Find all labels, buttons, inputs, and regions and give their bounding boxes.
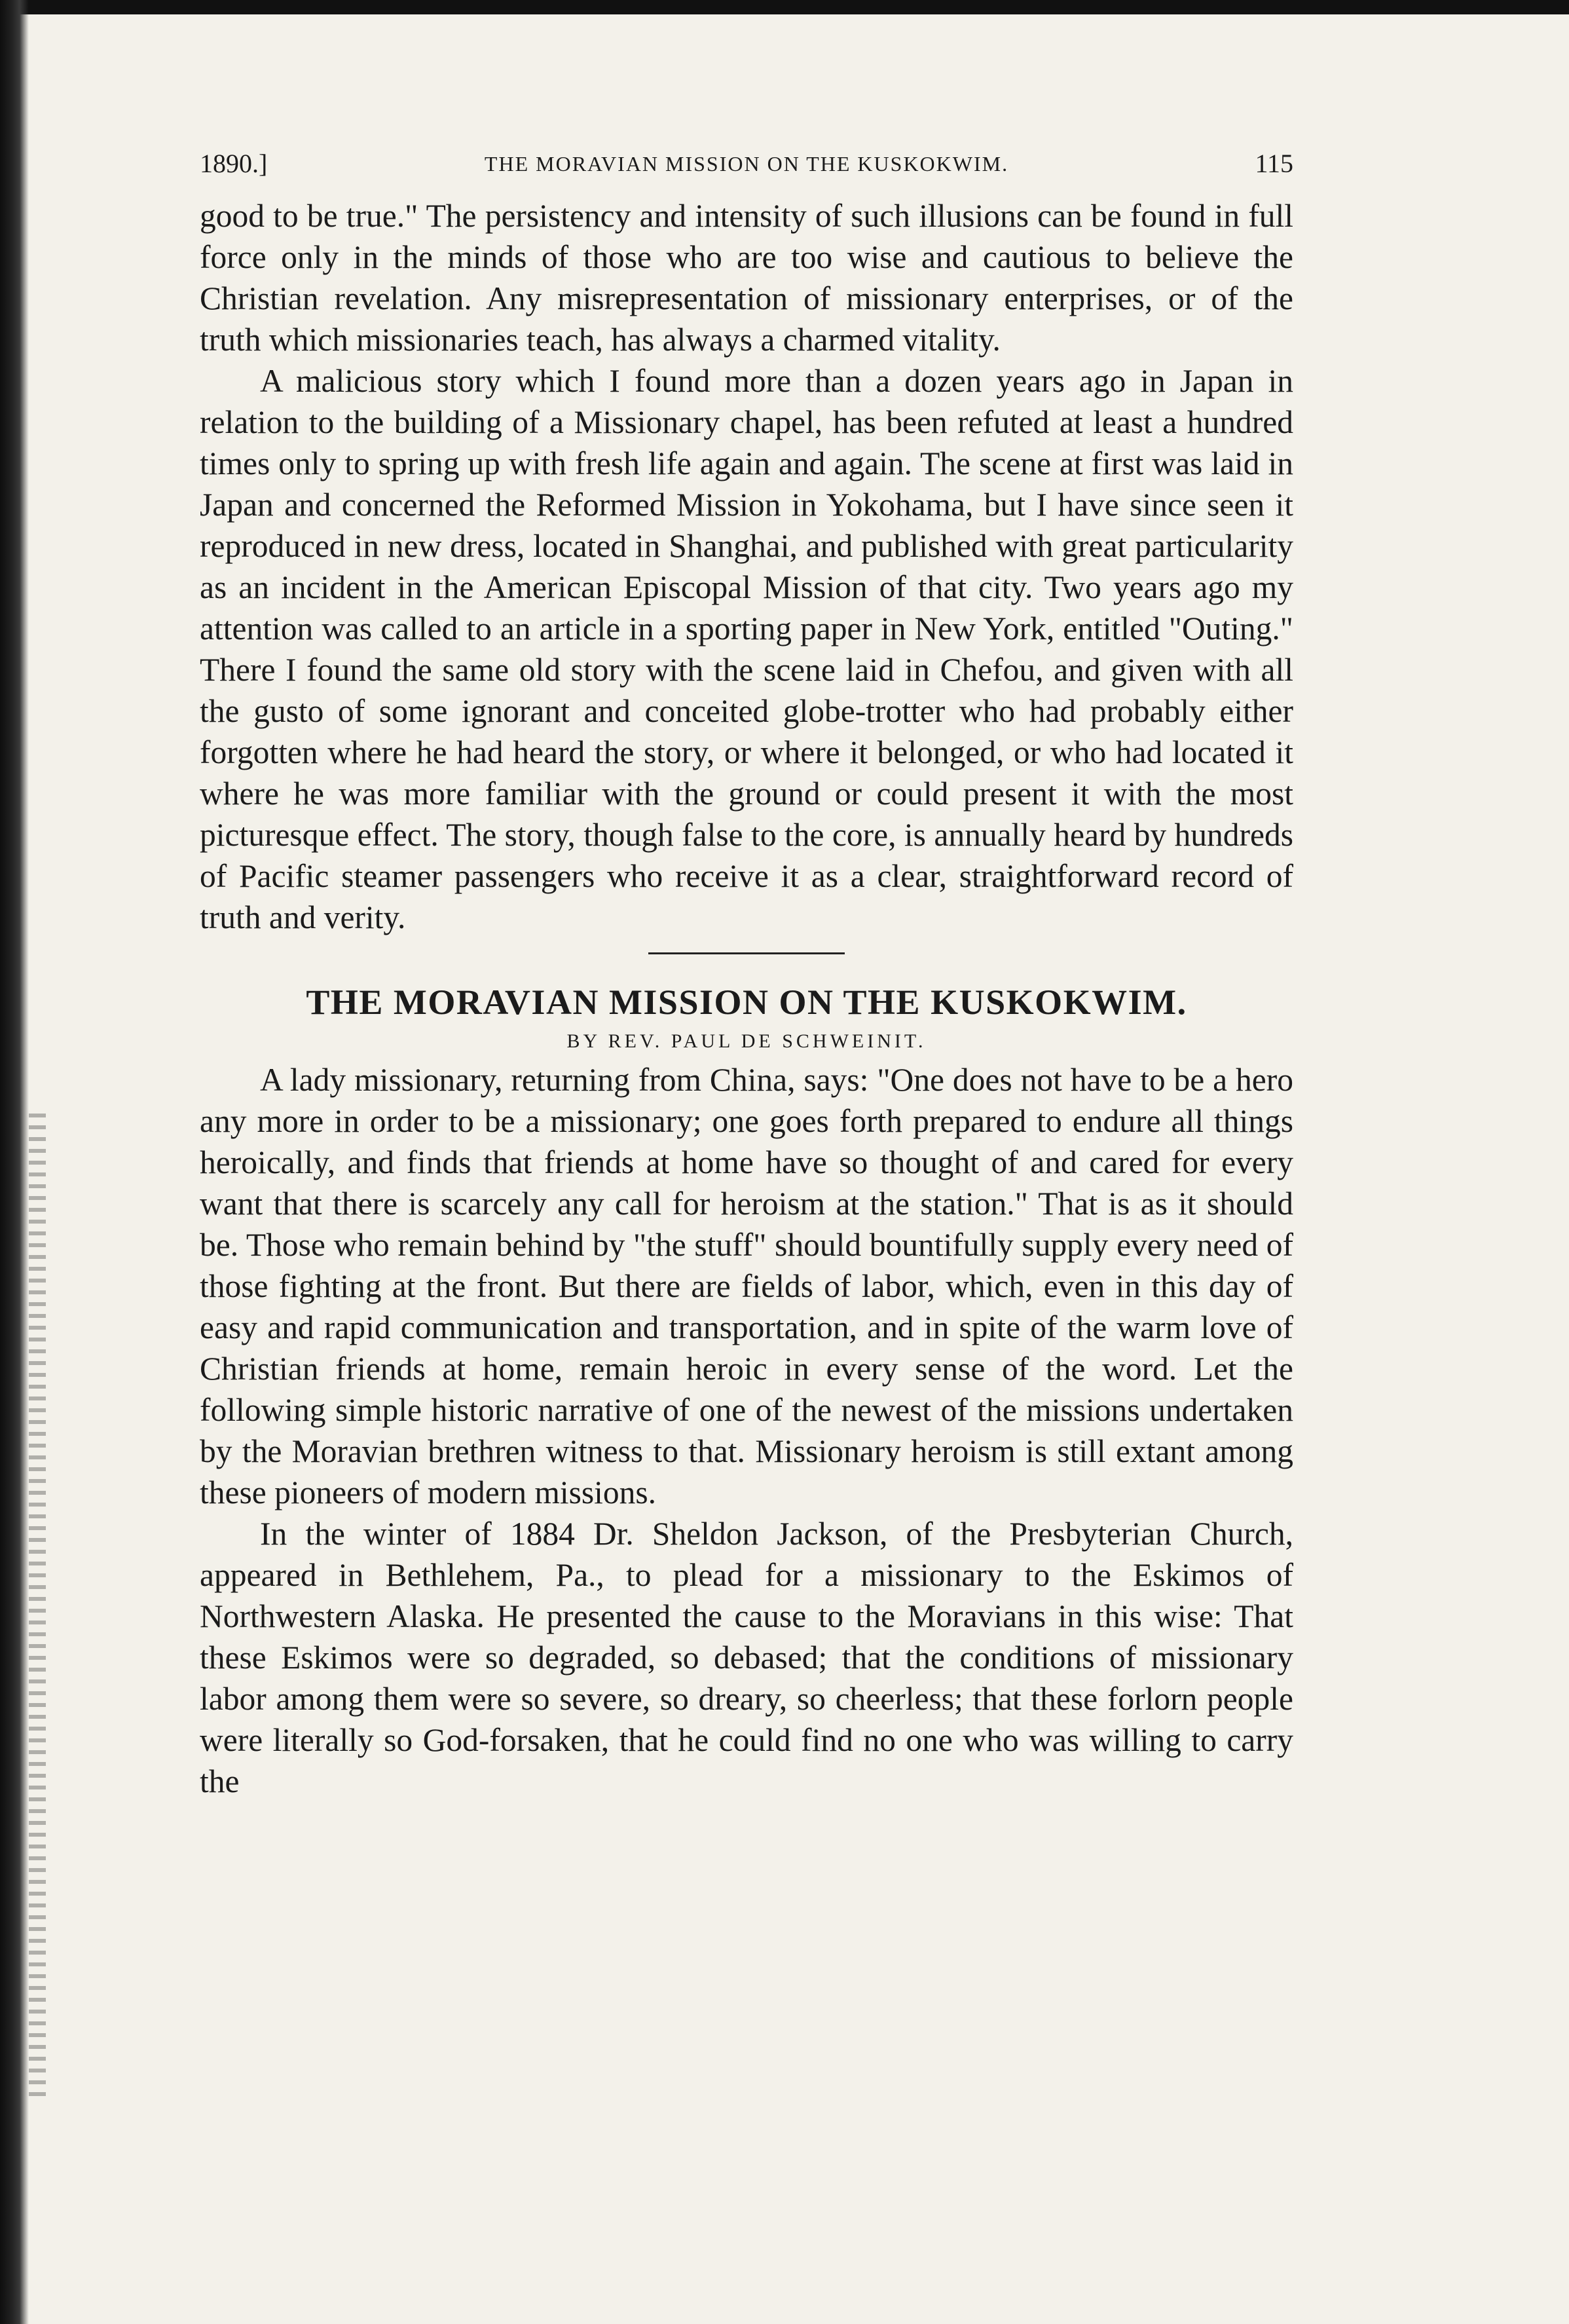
book-page bbox=[200, 144, 1293, 1802]
article-paragraph-1: A lady missionary, returning from China, says: "One does not have to be a hero any more in order to be a missionary; one goes forth prepared to endure all things heroically, and finds that friends at home have so thought of and cared for every want that there is scarcely any call for heroism at the station." That is as it should be. Those who remain behind by "the stuff" should bountifully supply every need of those fighting at the front. But there are fields of labor, which, even in this day of easy and rapid communication and transportation, and in spite of the warm love of Christian friends at home, remain heroic in every sense of the word. Let the following simple historic narrative of one of the newest of the missions undertaken by the Moravian brethren witness to that. Missionary heroism is still extant among these pioneers of modern missions. bbox=[200, 1062, 1293, 1510]
page-number: 115 bbox=[1255, 149, 1293, 178]
running-head-title: THE MORAVIAN MISSION ON THE KUSKOKWIM. bbox=[484, 152, 1009, 176]
article-body bbox=[200, 1059, 1293, 1802]
article-paragraph-2: In the winter of 1884 Dr. Sheldon Jackson, of the Presbyterian Church, appeared in Bethlehem, Pa., to plead for a missionary to the Eskimos of Northwestern Alaska. He presented the cause to the Moravians in this wise: That these Eskimos were so degraded, so debased; that the conditions of missionary labor among them were so severe, so dreary, so cheerless; that these forlorn people were literally so God-forsaken, that he could find no one who was willing to carry the bbox=[200, 1516, 1293, 1799]
continued-paragraph-1: good to be true." The persistency and intensity of such illusions can be found in full force only in the minds of those who are too wise and cautious to believe the Christian revelation. Any misrepresentation of missionary enterprises, or of the truth which missionaries teach, has always a charmed vitality. bbox=[200, 198, 1293, 358]
scan-left-border bbox=[0, 0, 29, 2324]
continued-paragraph-2: A malicious story which I found more than a dozen years ago in Japan in relation to the building of a Missionary chapel, has been refuted at least a hundred times only to spring up with fresh life again and again. The scene at first was laid in Japan and concerned the Reformed Mission in Yokohama, but I have since seen it reproduced in new dress, located in Shanghai, and published with great particularity as an incident in the American Episcopal Mission of that city. Two years ago my attention was called to an article in a sporting paper in New York, entitled "Outing." There I found the same old story with the scene laid in Chefou, and given with all the gusto of some ignorant and conceited globe-trotter who had probably either forgotten where he had heard the story, or where it belonged, or who had located it where he was more familiar with the ground or could present it with the most picturesque effect. The story, though false to the core, is annually heard by hundreds of Pacific steamer passengers who receive it as a clear, straightforward record of truth and verity. bbox=[200, 363, 1293, 935]
scan-binding-shadow bbox=[29, 1114, 46, 2096]
section-divider bbox=[648, 952, 845, 954]
running-head-year: 1890.] bbox=[200, 149, 268, 178]
scan-top-border bbox=[0, 0, 1569, 14]
article-byline: BY REV. PAUL DE SCHWEINIT. bbox=[566, 1030, 927, 1052]
article-title: THE MORAVIAN MISSION ON THE KUSKOKWIM. bbox=[306, 983, 1187, 1022]
continued-text bbox=[200, 195, 1293, 938]
running-head bbox=[200, 144, 1293, 183]
